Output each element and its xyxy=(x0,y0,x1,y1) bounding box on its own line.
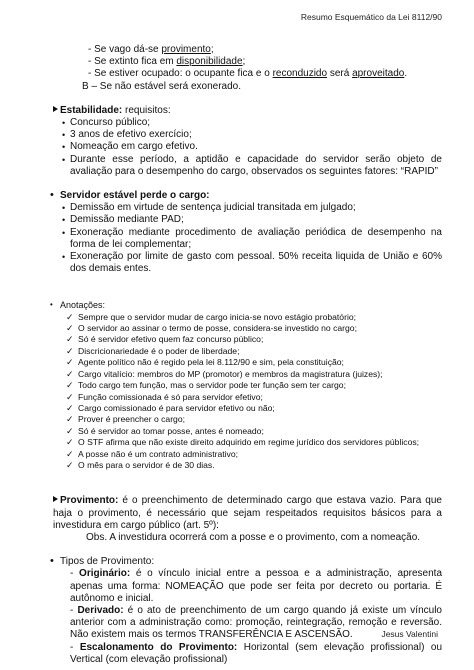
anotacoes-list xyxy=(60,312,442,472)
list-item: ✓ Discricionariedade é o poder de liberdade; xyxy=(66,345,240,356)
tipos-section xyxy=(50,555,443,666)
list-item: ✓ Sempre que o servidor mudar de cargo inicia-se novo estágio probatório; xyxy=(66,311,357,322)
list-item: ✓ Só é servidor efetivo quem faz concurso público; xyxy=(66,334,264,345)
underlined-term: disponibilidade xyxy=(176,56,243,68)
list-item: ✓ Cargo vitalício: membros do MP (promotor) e membros da magistratura (juizes); xyxy=(66,368,383,379)
text: - Se extinto fica em xyxy=(88,56,177,68)
list-item: • Concurso público; xyxy=(62,117,151,129)
tipo-originario: - Originário: é o vínculo inicial entre a pessoa e a administração, apresenta apenas uma forma: NOMEAÇÃO que pode ser feita por decreto ou portaria. É autônomo e inicial. xyxy=(70,568,443,604)
check-icon: ✓ xyxy=(66,414,74,425)
check-icon: ✓ xyxy=(66,380,74,391)
top-line-4: B – Se não estável será exonerado. xyxy=(82,80,241,92)
list-item: ✓ Cargo comissionado é para servidor efetivo ou não; xyxy=(66,402,275,413)
text: - Se estiver ocupado: o ocupante fica e o xyxy=(88,68,273,80)
list-item: ✓ O mês para o servidor é de 30 dias. xyxy=(66,459,215,470)
list-item: ✓ A posse não é um contrato administrativo; xyxy=(66,448,239,459)
list-item: ✓ Só é servidor ao tomar posse, antes é nomeado; xyxy=(66,425,264,436)
top-line-2 xyxy=(88,56,442,68)
bullet-icon: • xyxy=(50,189,54,202)
list-item: • Exoneração mediante procedimento de avaliação periódica de desempenho na forma de lei complementar; xyxy=(62,226,442,250)
top-list xyxy=(60,44,442,93)
triangle-bullet-icon xyxy=(53,496,58,502)
estabilidade-section xyxy=(60,105,442,178)
list-item: • 3 anos de efetivo exercício; xyxy=(62,129,192,141)
list-item: • Demissão em virtude de sentença judicial transitada em julgado; xyxy=(62,202,356,214)
perde-heading: • Servidor estável perde o cargo: xyxy=(50,189,210,202)
underlined-term: reconduzido xyxy=(272,68,328,80)
list-item: • Durante esse período, a aptidão e capacidade do servidor serão objeto de avaliação para o desempenho do cargo, observados os seguintes fatores: “RAPID” xyxy=(62,153,442,177)
top-line-1 xyxy=(88,44,442,56)
provimento-section xyxy=(53,495,442,544)
tipo-escalonamento: - Escalonamento do Provimento: Horizontal (sem elevação profissional) ou Vertical (com elevação profissional) xyxy=(70,641,443,665)
list-item: • Exoneração por limite de gasto com pessoal. 50% receita liquida de União e 60% dos demais entes. xyxy=(62,251,442,275)
tipo-derivado: - Derivado: é o ato de preenchimento de um cargo quando já existe um vínculo anterior com a administração como: promoção, reintegração, remoção e reversão. Não existem mais os termos TRANSFERÊNCIA E ASCENSÃO. xyxy=(70,604,442,641)
document-body xyxy=(50,44,443,666)
bullet-icon: • xyxy=(50,300,53,310)
page-header: Resumo Esquemático da Lei 8112/90 xyxy=(300,12,442,22)
text: será xyxy=(327,68,353,80)
list-item: ✓ Prover é preencher o cargo; xyxy=(66,414,186,425)
top-line-3 xyxy=(88,68,442,80)
heading-bold: Estabilidade: xyxy=(60,104,123,116)
heading-rest: requisitos: xyxy=(122,104,171,116)
check-icon: ✓ xyxy=(66,437,74,448)
page-footer: Jesus Valentini xyxy=(381,629,438,639)
provimento-obs: Obs. A investidura ocorrerá com a posse e o provimento, com a nomeação. xyxy=(86,531,421,543)
estabilidade-heading xyxy=(53,105,442,117)
check-icon: ✓ xyxy=(66,425,74,436)
check-icon: ✓ xyxy=(66,357,74,368)
underlined-term: provimento xyxy=(161,44,211,55)
list-item: • Nomeação em cargo efetivo. xyxy=(62,141,198,153)
check-icon: ✓ xyxy=(66,402,74,413)
list-item: ✓ Função comissionada é só para servidor efetivo; xyxy=(66,391,263,402)
perde-section xyxy=(50,189,442,275)
list-item: ✓ O STF afirma que não existe direito adquirido em regime jurídico dos servidores públicos; xyxy=(66,437,420,448)
check-icon: ✓ xyxy=(66,334,74,345)
check-icon: ✓ xyxy=(66,323,74,334)
list-item: ✓ Agente político não é regido pela lei 8.112/90 e sim, pela constituição; xyxy=(66,357,344,368)
bullet-icon: • xyxy=(50,555,54,568)
check-icon: ✓ xyxy=(66,391,74,402)
text: - Se vago dá-se xyxy=(88,44,162,55)
list-item: • Demissão mediante PAD; xyxy=(62,214,184,226)
text: ; xyxy=(210,44,214,55)
provimento-paragraph: Provimento: é o preenchimento de determinado cargo que estava vazio. Para que haja o provimento, é necessário que sejam respeitados requisitos básicos para a investidura em cargo público (art. 5º): xyxy=(53,495,442,531)
check-icon: ✓ xyxy=(66,368,74,379)
check-icon: ✓ xyxy=(66,345,74,356)
anotacoes-section xyxy=(50,299,442,471)
underlined-term: aproveitado xyxy=(352,68,405,80)
list-item: ✓ Todo cargo tem função, mas o servidor pode ter função sem ter cargo; xyxy=(66,380,346,391)
check-icon: ✓ xyxy=(66,448,74,459)
perde-list xyxy=(60,202,442,275)
estabilidade-list xyxy=(60,117,442,178)
tipos-heading: • Tipos de Provimento: xyxy=(50,555,155,568)
list-item: ✓ O servidor ao assinar o termo de posse, considera-se investido no cargo; xyxy=(66,323,357,334)
check-icon: ✓ xyxy=(66,459,74,470)
check-icon: ✓ xyxy=(66,311,74,322)
anotacoes-title: • Anotações: xyxy=(50,300,106,311)
text: . xyxy=(404,68,408,80)
triangle-bullet-icon xyxy=(53,106,58,112)
text: ; xyxy=(242,56,246,68)
